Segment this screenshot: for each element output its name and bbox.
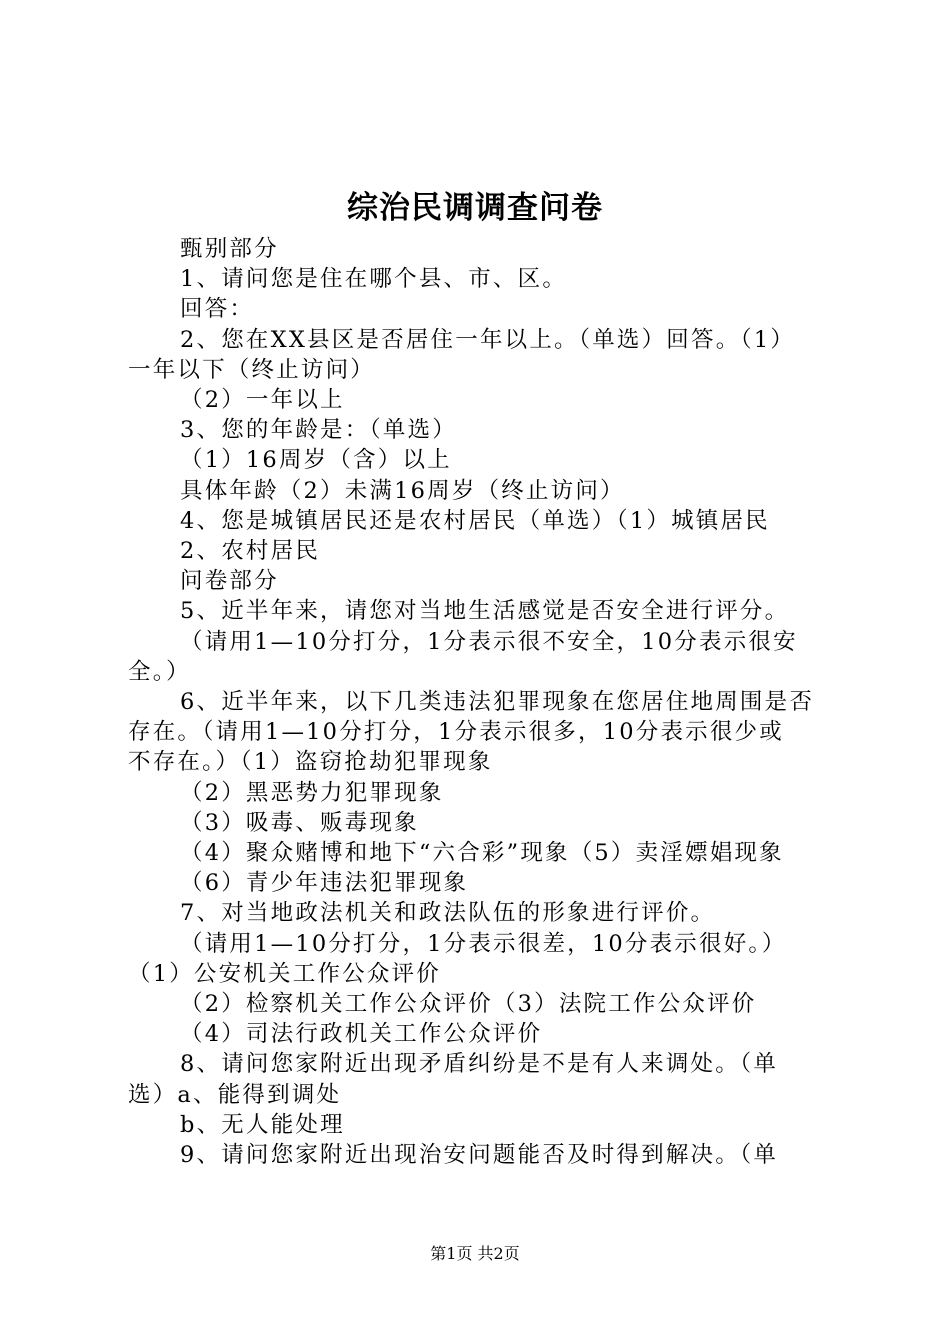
body-line: （1）16周岁（含）以上 — [180, 447, 452, 474]
body-line: 7、对当地政法机关和政法队伍的形象进行评价。 — [180, 900, 716, 927]
body-line: 3、您的年龄是：（单选） — [180, 417, 457, 444]
body-line: 9、请问您家附近出现治安问题能否及时得到解决。（单 — [180, 1142, 779, 1169]
body-line: 具体年龄（2）未满16周岁（终止访问） — [180, 477, 625, 504]
body-line: （1）公安机关工作公众评价 — [128, 960, 441, 987]
body-line: 2、农村居民 — [180, 538, 321, 565]
body-line: （2）黑恶势力犯罪现象 — [180, 779, 444, 806]
body-line: （2）一年以上 — [180, 387, 345, 414]
body-line: 1、请问您是住在哪个县、市、区。 — [180, 266, 568, 293]
body-line: （2）检察机关工作公众评价（3）法院工作公众评价 — [180, 991, 757, 1018]
body-line: 4、您是城镇居民还是农村居民（单选）（1）城镇居民 — [180, 507, 770, 534]
body-line: 回答： — [180, 296, 255, 323]
body-line: 8、请问您家附近出现矛盾纠纷是不是有人来调处。（单 — [180, 1051, 779, 1078]
body-line: 问卷部分 — [180, 568, 279, 595]
body-line: （请用1—10分打分，1分表示很不安全，10分表示很安 — [180, 628, 798, 655]
body-line: （4）司法行政机关工作公众评价 — [180, 1021, 543, 1048]
body-line: （3）吸毒、贩毒现象 — [180, 809, 419, 836]
body-line: 一年以下（终止访问） — [128, 356, 376, 383]
body-line: 存在。（请用1—10分打分，1分表示很多，10分表示很少或 — [128, 719, 784, 746]
body-line: 6、近半年来，以下几类违法犯罪现象在您居住地周围是否 — [180, 689, 815, 716]
body-line: （6）青少年违法犯罪现象 — [180, 870, 469, 897]
body-line: （请用1—10分打分，1分表示很差，10分表示很好。） — [180, 930, 787, 957]
body-line: 2、您在XX县区是否居住一年以上。（单选）回答。（1） — [180, 326, 796, 353]
document-body — [128, 234, 832, 1170]
body-line: 选）a、能得到调处 — [128, 1081, 342, 1108]
document-title: 综治民调调查问卷 — [347, 190, 603, 226]
body-line: （4）聚众赌博和地下“六合彩”现象（5）卖淫嫖娼现象 — [180, 840, 784, 867]
body-line: 5、近半年来，请您对当地生活感觉是否安全进行评分。 — [180, 598, 790, 625]
body-line: 甄别部分 — [180, 236, 279, 262]
body-line: b、无人能处理 — [180, 1111, 345, 1138]
body-line: 不存在。）（1）盗窃抢劫犯罪现象 — [128, 749, 493, 776]
body-line: 全。） — [128, 658, 191, 685]
page-footer: 第1页 共2页 — [430, 1244, 520, 1263]
